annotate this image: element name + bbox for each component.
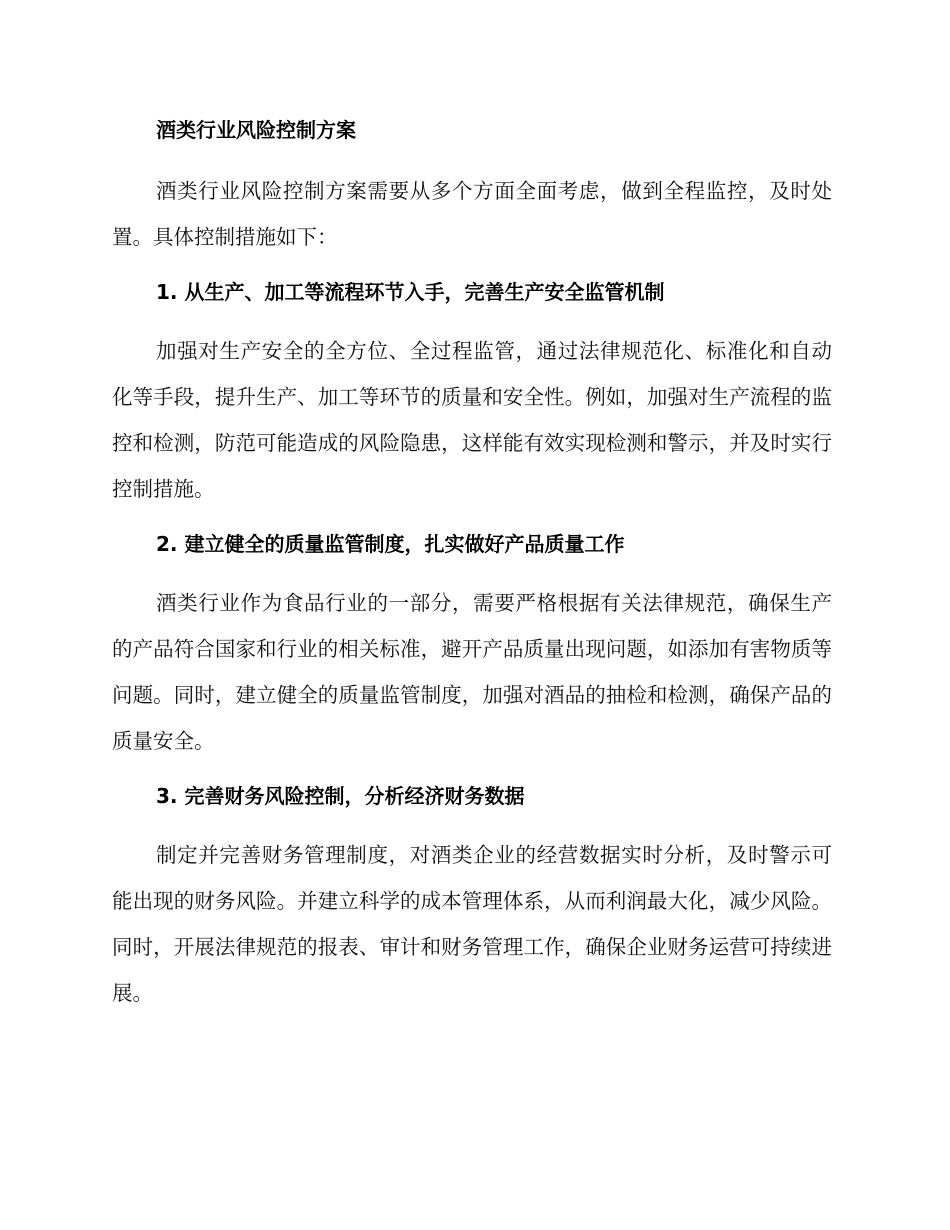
- section-1-heading: 1. 从生产、加工等流程环节入手，完善生产安全监管机制: [156, 280, 665, 304]
- section-3-body: 制定并完善财务管理制度，对酒类企业的经营数据实时分析，及时警示可能出现的财务风险。并建立科学的成本管理体系，从而利润最大化，减少风险。同时，开展法律规范的报表、审计和财务管理工作，确保企业财务运营可持续进展。: [112, 843, 832, 1005]
- section-3-heading: 3. 完善财务风险控制，分析经济财务数据: [156, 784, 525, 808]
- document-content: [112, 110, 832, 1026]
- section-2-body: 酒类行业作为食品行业的一部分，需要严格根据有关法律规范，确保生产的产品符合国家和行业的相关标准，避开产品质量出现问题，如添加有害物质等问题。同时，建立健全的质量监管制度，加强对酒品的抽检和检测，确保产品的质量安全。: [112, 591, 832, 753]
- document-title: 酒类行业风险控制方案: [156, 118, 356, 142]
- section-1-body: 加强对生产安全的全方位、全过程监管，通过法律规范化、标准化和自动化等手段，提升生产、加工等环节的质量和安全性。例如，加强对生产流程的监控和检测，防范可能造成的风险隐患，这样能有效实现检测和警示，并及时实行控制措施。: [112, 339, 832, 501]
- section-2-heading: 2. 建立健全的质量监管制度，扎实做好产品质量工作: [156, 532, 625, 556]
- intro-paragraph: 酒类行业风险控制方案需要从多个方面全面考虑，做到全程监控，及时处置。具体控制措施如下：: [112, 179, 832, 249]
